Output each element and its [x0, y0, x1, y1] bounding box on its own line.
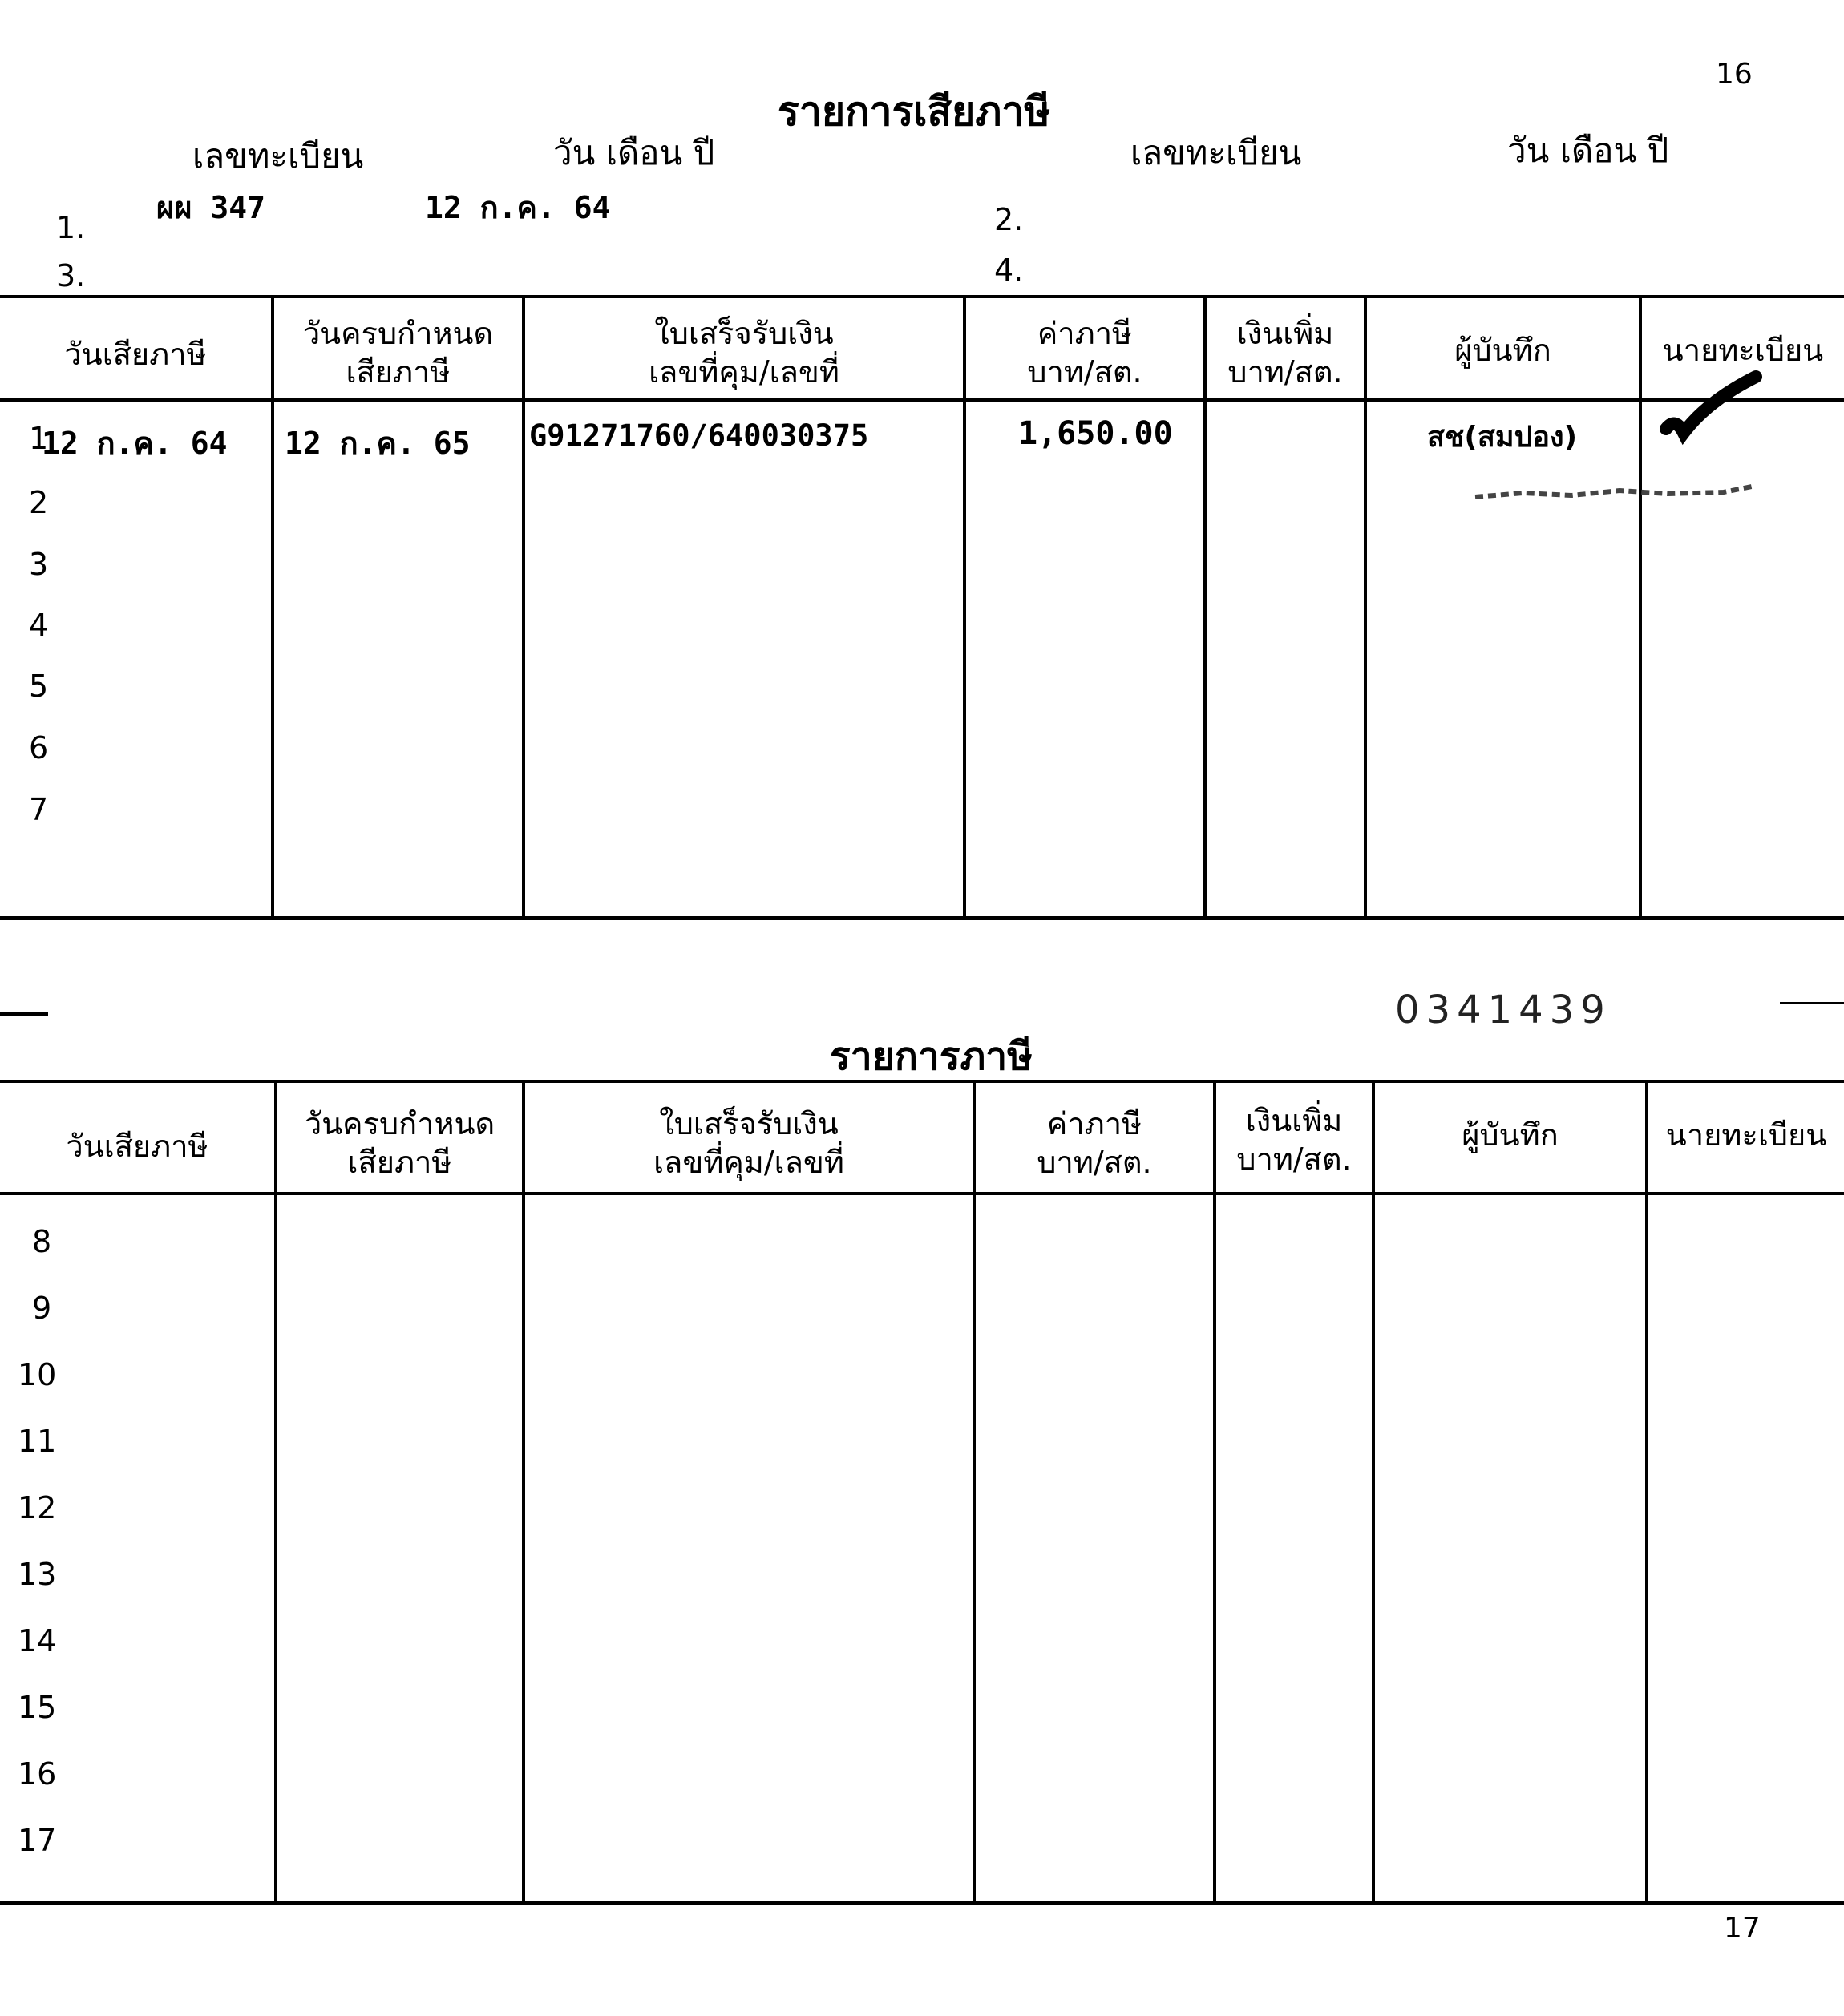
top-title: รายการเสียภาษี	[778, 88, 1051, 135]
table2-col-divider	[522, 1081, 525, 1904]
page-number-bottom: 17	[1724, 1912, 1761, 1945]
bottom-top-rule	[1780, 1002, 1844, 1004]
row-number: 2	[29, 485, 49, 520]
row1-recorder: สช(สมปอง)	[1427, 421, 1578, 454]
row-number: 6	[29, 730, 49, 766]
header-pay-date: วันเสียภาษี	[66, 1129, 208, 1164]
table2-col-divider	[1372, 1081, 1375, 1904]
header-due-date: วันครบกำหนด เสียภาษี	[302, 316, 494, 390]
reg-label-right: เลขทะเบียน	[1130, 133, 1302, 172]
slot4-number: 4.	[994, 253, 1024, 288]
header-receipt: ใบเสร็จรับเงิน เลขที่คุม/เลขที่	[653, 1106, 844, 1180]
bottom-top-rule	[0, 1012, 48, 1016]
slot1-reg: ผผ 347	[156, 190, 266, 225]
row-number: 3	[29, 547, 49, 582]
row-number: 9	[32, 1291, 52, 1326]
stamp-signature	[1475, 486, 1756, 497]
table2-col-divider	[1213, 1081, 1216, 1904]
header-tax: ค่าภาษี บาท/สต.	[1027, 316, 1142, 390]
date-label-left: วัน เดือน ปี	[553, 133, 715, 172]
header-extra: เงินเพิ่ม บาท/สต.	[1227, 316, 1343, 390]
reg-label-left: เลขทะเบียน	[192, 136, 364, 176]
row-number: 5	[29, 669, 49, 704]
date-label-right: วัน เดือน ปี	[1507, 131, 1669, 170]
header-due-date: วันครบกำหนด เสียภาษี	[304, 1106, 495, 1180]
header-registrar: นายทะเบียน	[1662, 333, 1824, 368]
row-number: 10	[18, 1357, 57, 1392]
row-number: 15	[18, 1690, 57, 1725]
row1-tax: 1,650.00	[1018, 415, 1173, 452]
table2-col-divider	[1645, 1081, 1648, 1904]
row1-pay-date: 12 ก.ค. 64	[42, 426, 228, 461]
row-number: 14	[18, 1623, 57, 1658]
row-number: 17	[18, 1823, 57, 1858]
row-number: 13	[18, 1557, 57, 1592]
row-number: 1	[29, 421, 49, 456]
header-extra: เงินเพิ่ม บาท/สต.	[1236, 1103, 1352, 1177]
slot3-number: 3.	[56, 258, 86, 293]
slot1-date: 12 ก.ค. 64	[425, 190, 611, 225]
row-number: 16	[18, 1756, 57, 1792]
header-recorder: ผู้บันทึก	[1454, 333, 1551, 368]
slot2-number: 2.	[994, 202, 1024, 237]
row-number: 12	[18, 1490, 57, 1525]
row-number: 7	[29, 792, 49, 827]
header-registrar: นายทะเบียน	[1665, 1117, 1827, 1153]
bottom-title: รายการภาษี	[830, 1034, 1033, 1079]
row1-receipt: G91271760/640030375	[529, 418, 869, 453]
row-number: 11	[18, 1424, 57, 1459]
page-number-top: 16	[1716, 58, 1753, 91]
row-number: 8	[32, 1224, 52, 1259]
header-pay-date: วันเสียภาษี	[64, 337, 207, 372]
header-recorder: ผู้บันทึก	[1462, 1117, 1559, 1153]
slot1-number: 1.	[56, 210, 86, 245]
serial-number: 0341439	[1395, 988, 1611, 1032]
registrar-checkmark	[1666, 377, 1756, 433]
table2-col-divider	[973, 1081, 976, 1904]
row-number: 4	[29, 608, 49, 643]
row1-due-date: 12 ก.ค. 65	[285, 426, 471, 461]
header-receipt: ใบเสร็จรับเงิน เลขที่คุม/เลขที่	[649, 316, 839, 390]
header-tax: ค่าภาษี บาท/สต.	[1037, 1106, 1152, 1180]
table2-col-divider	[274, 1081, 277, 1904]
